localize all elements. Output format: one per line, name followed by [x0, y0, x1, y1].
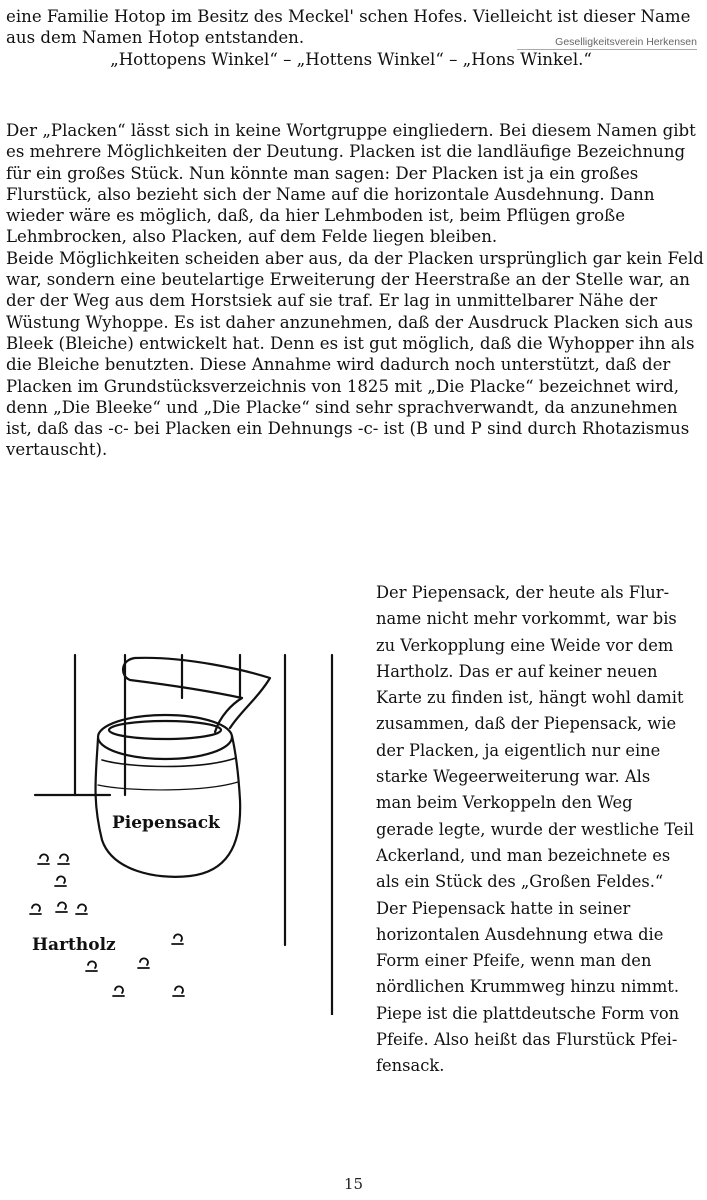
text-line: name nicht mehr vorkommt, war bis	[376, 609, 677, 629]
text-line: Placken im Grundstücksverzeichnis von 1825 mit „Die Placke“ bezeichnet wird,	[6, 376, 679, 396]
text-line: Hartholz. Das er auf keiner neuen	[376, 661, 658, 681]
text-line: Ackerland, und man bezeichnete es	[376, 845, 671, 865]
text-line: vertauscht).	[6, 440, 108, 460]
text-line: man beim Verkoppeln den Weg	[376, 793, 633, 813]
label-piepensack: Piepensack	[112, 813, 220, 833]
text-line: fensack.	[376, 1056, 445, 1076]
text-line: Beide Möglichkeiten scheiden aber aus, da der Placken ursprünglich gar kein Feld	[6, 248, 704, 268]
text-line: starke Wegeerweiterung war. Als	[376, 767, 651, 787]
text-line: horizontalen Ausdehnung etwa die	[376, 924, 664, 944]
text-line: wieder wäre es möglich, daß, da hier Lehmboden ist, beim Pflügen große	[6, 206, 626, 226]
text-line: Der Piepensack hatte in seiner	[376, 898, 631, 918]
placken-paragraph	[6, 120, 703, 461]
text-line: Lehmbrocken, also Placken, auf dem Felde liegen bleiben.	[6, 227, 498, 247]
text-line: Bleek (Bleiche) entwickelt hat. Denn es ist gut möglich, daß die Wyhopper ihn als	[6, 333, 695, 353]
intro-text-block	[6, 6, 696, 70]
text-line: eine Familie Hotop im Besitz des Meckel' schen Hofes. Vielleicht ist dieser Name	[6, 7, 691, 26]
text-line: gerade legte, wurde der westliche Teil	[376, 819, 694, 839]
text-line: Form einer Pfeife, wenn man den	[376, 951, 652, 971]
watermark-text: Geselligkeitsverein Herkensen	[517, 36, 697, 50]
text-line: ist, daß das -c- bei Placken ein Dehnungs -c- ist (B und P sind durch Rhotazismus	[6, 419, 690, 439]
piepensack-paragraph	[376, 580, 698, 1080]
text-line: Wüstung Wyhoppe. Es ist daher anzunehmen, daß der Ausdruck Placken sich aus	[6, 312, 694, 332]
text-line: zusammen, daß der Piepensack, wie	[376, 714, 677, 734]
text-line: aus dem Namen Hotop entstanden.	[6, 28, 305, 48]
text-line: für ein großes Stück. Nun könnte man sagen: Der Placken ist ja ein großes	[6, 163, 639, 183]
text-line: der der Weg aus dem Horstsiek auf sie traf. Er lag in unmittelbarer Nähe der	[6, 291, 658, 311]
label-hartholz: Hartholz	[32, 935, 116, 955]
piepensack-map-sketch	[20, 640, 360, 1015]
text-line: zu Verkopplung eine Weide vor dem	[376, 635, 674, 655]
text-line: Karte zu finden ist, hängt wohl damit	[376, 688, 684, 708]
text-line: Der Piepensack, der heute als Flur-	[376, 583, 670, 602]
text-line: nördlichen Krummweg hinzu nimmt.	[376, 977, 679, 997]
text-line: war, sondern eine beutelartige Erweiterung der Heerstraße an der Stelle war, an	[6, 270, 690, 290]
text-line: es mehrere Möglichkeiten der Deutung. Placken ist die landläufige Bezeichnung	[6, 142, 686, 162]
text-line: Piepe ist die plattdeutsche Form von	[376, 1003, 680, 1023]
text-line: denn „Die Bleeke“ und „Die Placke“ sind sehr sprachverwandt, da anzunehmen	[6, 397, 678, 417]
text-line: der Placken, ja eigentlich nur eine	[376, 740, 661, 760]
text-line: Der „Placken“ lässt sich in keine Wortgruppe eingliedern. Bei diesem Namen gibt	[6, 121, 696, 140]
text-line: Pfeife. Also heißt das Flurstück Pfei-	[376, 1030, 678, 1050]
text-line: als ein Stück des „Großen Feldes.“	[376, 872, 664, 892]
page-number: 15	[343, 1175, 364, 1193]
text-line-centered: „Hottopens Winkel“ – „Hottens Winkel“ – „Hons Winkel.“	[110, 49, 592, 69]
text-line: Flurstück, also bezieht sich der Name auf die horizontale Ausdehnung. Dann	[6, 184, 655, 204]
text-line: die Bleiche benutzten. Diese Annahme wird dadurch noch unterstützt, daß der	[6, 355, 671, 375]
